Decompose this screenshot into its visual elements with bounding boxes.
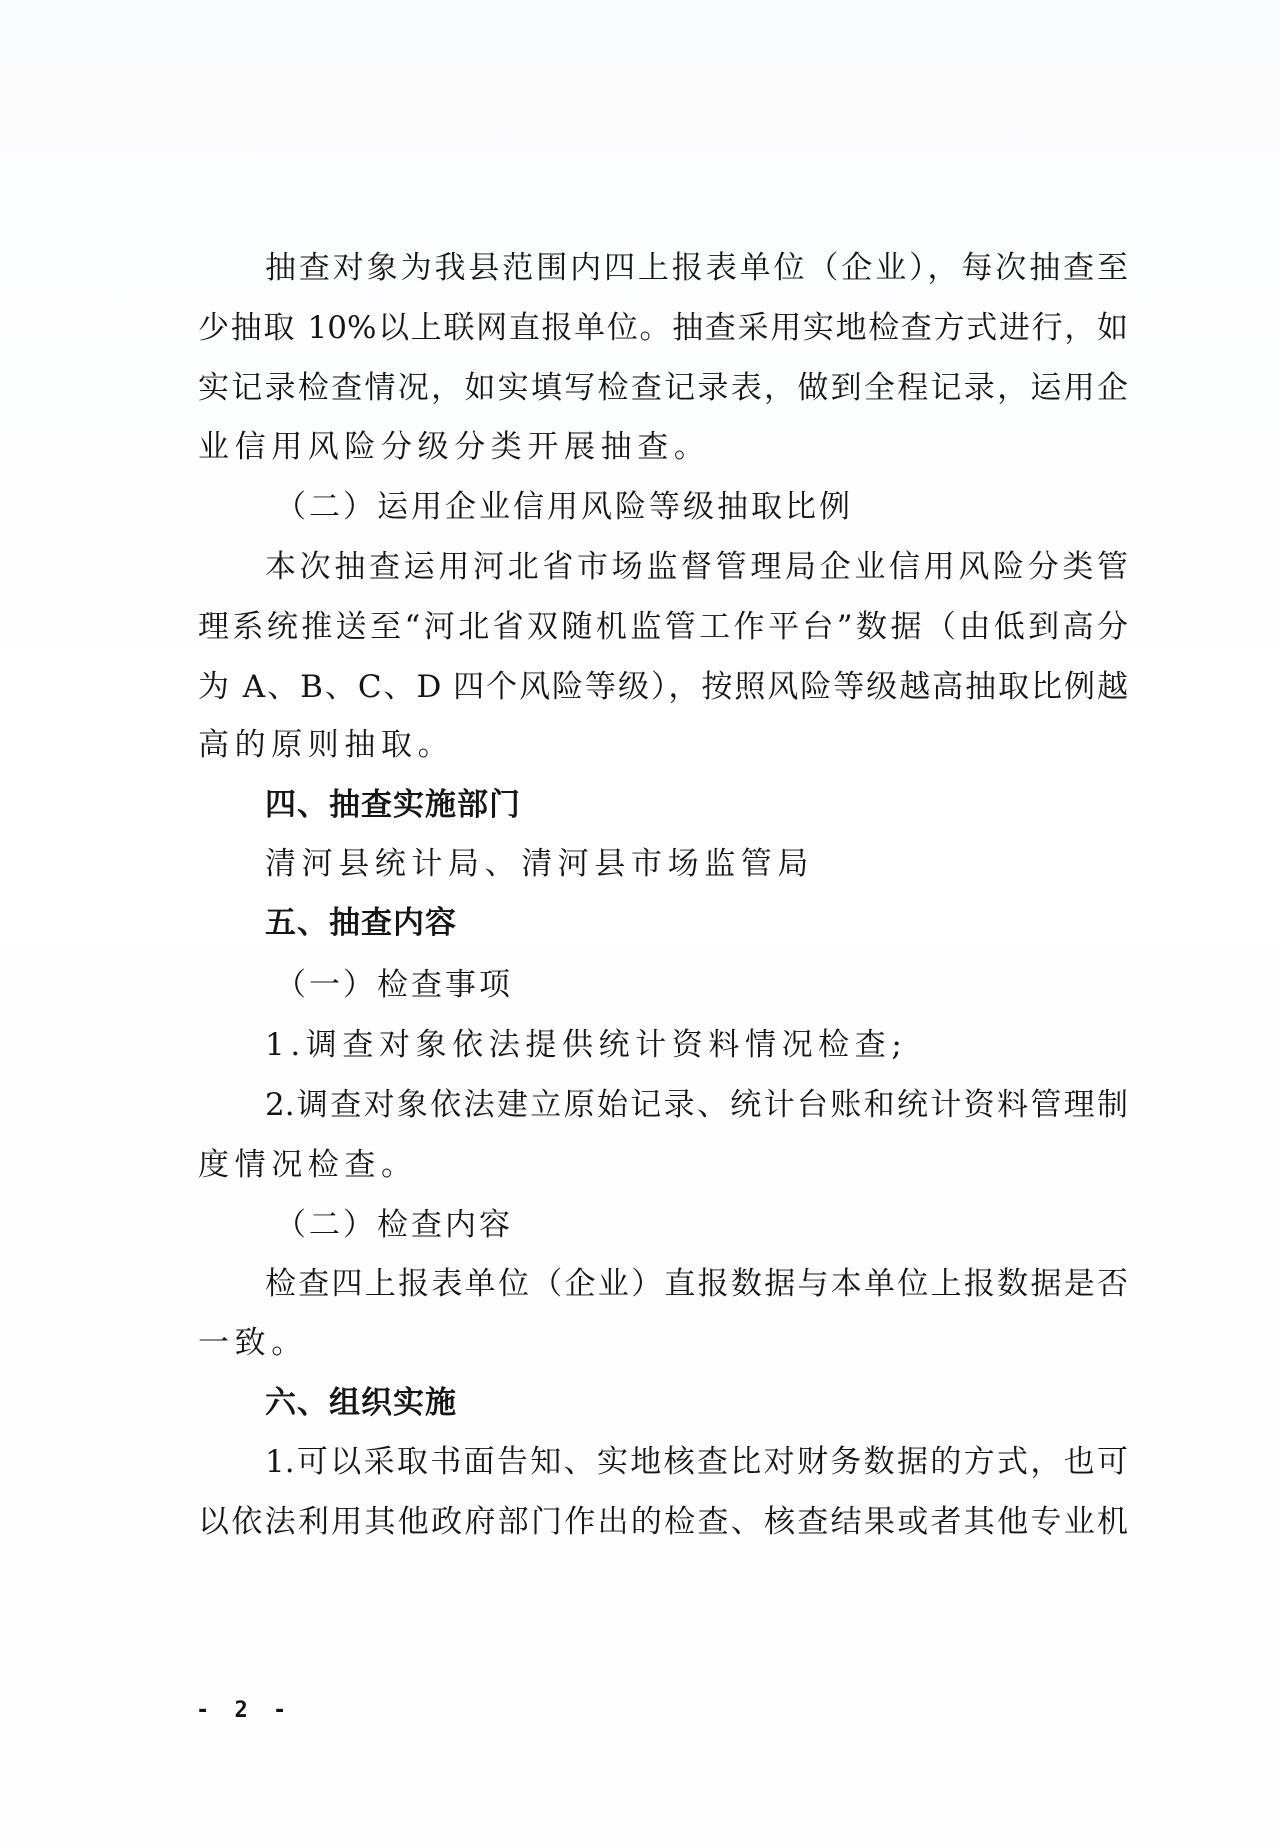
section-heading-four: 四、抽查实施部门 xyxy=(265,787,521,823)
paragraph-line: 清河县统计局、清河县市场监管局 xyxy=(265,846,814,882)
list-item: 1.可以采取书面告知、实地核查比对财务数据的方式，也可 xyxy=(265,1444,1128,1480)
section-heading-six: 六、组织实施 xyxy=(265,1385,457,1421)
section-heading-five: 五、抽查内容 xyxy=(265,905,457,941)
paragraph-line: 度情况检查。 xyxy=(198,1147,418,1183)
page-number: - 2 - xyxy=(196,1698,293,1723)
paragraph-line: 实记录检查情况，如实填写检查记录表，做到全程记录，运用企 xyxy=(198,370,1128,406)
paragraph-line: 业信用风险分级分类开展抽查。 xyxy=(198,429,711,465)
subheading-check-items: （一）检查事项 xyxy=(275,967,513,1003)
paragraph-line: 少抽取 10%以上联网直报单位。抽查采用实地检查方式进行，如 xyxy=(198,310,1128,346)
paragraph-line: 抽查对象为我县范围内四上报表单位（企业），每次抽查至 xyxy=(265,250,1128,286)
subheading-risk-ratio: （二）运用企业信用风险等级抽取比例 xyxy=(275,489,853,525)
paragraph-line: 一致。 xyxy=(198,1325,308,1361)
paragraph-line: 为 A、B、C、D 四个风险等级），按照风险等级越高抽取比例越 xyxy=(198,669,1128,705)
subheading-check-content: （二）检查内容 xyxy=(275,1207,513,1243)
paragraph-line: 以依法利用其他政府部门作出的检查、核查结果或者其他专业机 xyxy=(198,1504,1128,1540)
paragraph-line: 本次抽查运用河北省市场监督管理局企业信用风险分类管 xyxy=(265,549,1128,585)
list-item: 1.调查对象依法提供统计资料情况检查; xyxy=(265,1027,908,1063)
paragraph-line: 检查四上报表单位（企业）直报数据与本单位上报数据是否 xyxy=(265,1266,1128,1302)
paragraph-line: 理系统推送至“河北省双随机监管工作平台”数据（由低到高分 xyxy=(198,609,1128,645)
list-item: 2.调查对象依法建立原始记录、统计台账和统计资料管理制 xyxy=(265,1087,1128,1123)
paragraph-line: 高的原则抽取。 xyxy=(198,727,455,763)
